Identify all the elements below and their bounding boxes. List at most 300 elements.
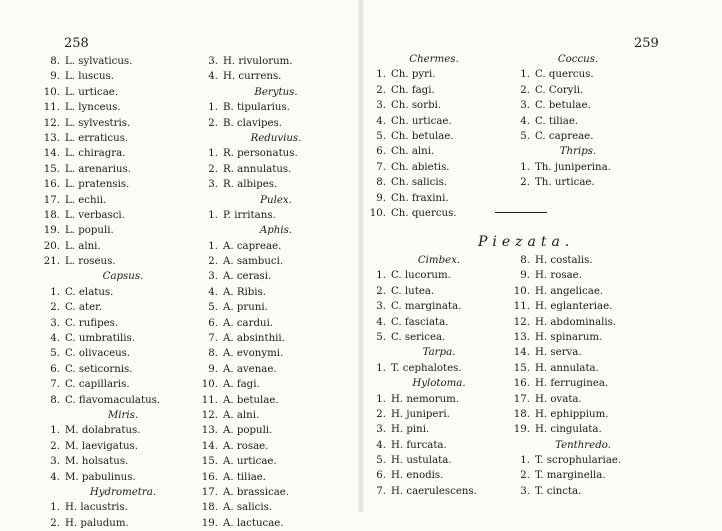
entry-number: 9. — [376, 192, 386, 204]
species-entry — [508, 330, 658, 345]
species-entry — [38, 393, 208, 408]
species-name: T. cincta. — [535, 485, 582, 497]
species-entry — [196, 393, 356, 408]
entry-number: 15. — [513, 362, 530, 374]
species-entry — [508, 422, 658, 437]
entry-number: 19. — [201, 517, 218, 529]
species-name: Ch. fraxini. — [391, 192, 449, 204]
species-entry — [364, 98, 504, 113]
species-name: L. echii. — [65, 194, 107, 206]
species-entry — [364, 175, 504, 190]
species-name: A. evonymi. — [223, 348, 284, 360]
species-name: B. tipularius. — [223, 102, 290, 114]
right-page-column-hylotoma-cont — [508, 253, 658, 499]
species-entry — [364, 129, 504, 144]
entry-number: 4. — [50, 471, 60, 483]
species-entry — [196, 408, 356, 423]
entry-number: 2. — [208, 117, 218, 129]
species-name: H. lacustris. — [65, 502, 128, 514]
entry-number: 3. — [208, 56, 218, 67]
entry-number: 11. — [513, 301, 530, 313]
species-name: Ch. alni. — [391, 146, 435, 158]
entry-number: 18. — [43, 209, 60, 221]
species-entry — [38, 285, 208, 300]
entry-number: 3. — [208, 271, 218, 283]
entry-number: 13. — [513, 331, 530, 343]
entry-number: 12. — [43, 117, 60, 129]
species-entry — [196, 300, 356, 315]
species-name: A. sambuci. — [223, 256, 284, 268]
species-entry — [38, 470, 208, 485]
species-entry — [364, 83, 504, 98]
genus-header: Tarpa. — [422, 347, 456, 359]
species-name: L. arenarius. — [65, 163, 132, 175]
species-entry — [196, 162, 356, 177]
entry-number: 3. — [50, 317, 60, 329]
species-entry — [508, 361, 658, 376]
species-name: H. annulata. — [535, 362, 599, 374]
entry-number: 4. — [208, 71, 218, 83]
piezata-section-title: Piezata. — [478, 234, 575, 250]
entry-number: 1. — [520, 161, 530, 173]
species-name: Ch. sorbi. — [391, 100, 442, 112]
right-page-column-coccus — [508, 52, 648, 191]
species-entry — [364, 299, 514, 314]
entry-number: 2. — [376, 84, 386, 96]
species-entry — [508, 315, 658, 330]
species-entry — [364, 191, 504, 206]
entry-number: 2. — [376, 285, 386, 297]
species-name: A. pruni. — [223, 302, 268, 314]
entry-number: 10. — [513, 285, 530, 297]
right-page-number: 259 — [634, 36, 659, 51]
species-entry — [364, 361, 514, 376]
species-name: L. verbasci. — [65, 209, 125, 221]
entry-number: 17. — [201, 486, 218, 498]
species-name: Th. juniperina. — [535, 161, 611, 173]
entry-number: 11. — [43, 102, 60, 114]
species-name: A. cardui. — [223, 317, 274, 329]
entry-number: 2. — [520, 84, 530, 96]
species-name: L. luscus. — [65, 71, 115, 83]
entry-number: 9. — [520, 270, 530, 282]
species-entry — [38, 177, 208, 192]
entry-number: 2. — [520, 177, 530, 189]
species-entry — [364, 484, 514, 499]
entry-number: 7. — [208, 333, 218, 345]
entry-number: 6. — [208, 317, 218, 329]
species-entry — [38, 223, 208, 238]
species-name: H. rosae. — [535, 270, 582, 282]
right-page-column-cimbex — [364, 253, 514, 499]
entry-number: 2. — [50, 517, 60, 529]
species-name: Ch. betulae. — [391, 130, 454, 142]
species-entry — [364, 268, 514, 283]
species-name: T. scrophulariae. — [535, 455, 622, 467]
species-entry — [508, 484, 658, 499]
species-name: H. eglanteriae. — [535, 301, 613, 313]
species-name: H. costalis. — [535, 255, 593, 266]
entry-number: 13. — [43, 132, 60, 144]
species-name: Ch. pyri. — [391, 69, 436, 81]
entry-number: 1. — [520, 455, 530, 467]
entry-number: 4. — [208, 286, 218, 298]
species-entry — [364, 330, 514, 345]
species-entry — [508, 345, 658, 360]
entry-number: 11. — [201, 394, 218, 406]
species-name: P. irritans. — [223, 209, 276, 221]
species-name: L. chiragra. — [65, 148, 126, 160]
species-name: A. brassicae. — [223, 486, 290, 498]
species-entry — [38, 454, 208, 469]
entry-number: 3. — [50, 456, 60, 468]
species-name: C. Coryli. — [535, 84, 584, 96]
species-entry — [508, 160, 648, 175]
species-entry — [196, 516, 356, 531]
species-entry — [508, 268, 658, 283]
entry-number: 1. — [50, 425, 60, 437]
species-entry — [38, 116, 208, 131]
species-entry — [196, 116, 356, 131]
entry-number: 2. — [208, 163, 218, 175]
species-name: T. cephalotes. — [391, 362, 462, 374]
species-name: C. sericea. — [391, 331, 446, 343]
entry-number: 4. — [376, 115, 386, 127]
entry-number: 2. — [50, 302, 60, 314]
species-entry — [38, 162, 208, 177]
species-entry — [508, 98, 648, 113]
entry-number: 1. — [208, 148, 218, 160]
entry-number: 3. — [376, 100, 386, 112]
species-entry — [196, 439, 356, 454]
species-entry — [196, 362, 356, 377]
entry-number: 5. — [208, 302, 218, 314]
species-name: Ch. urticae. — [391, 115, 452, 127]
entry-number: 15. — [43, 163, 60, 175]
species-entry — [196, 208, 356, 223]
species-entry — [364, 392, 514, 407]
species-name: Th. urticae. — [535, 177, 595, 189]
species-name: H. spinarum. — [535, 331, 603, 343]
species-name: C. seticornis. — [65, 363, 133, 375]
species-entry — [196, 346, 356, 361]
entry-number: 2. — [520, 470, 530, 482]
entry-number: 1. — [50, 502, 60, 514]
species-name: L. populi. — [65, 225, 114, 237]
species-name: C. quercus. — [535, 69, 594, 81]
species-name: H. furcata. — [391, 439, 447, 451]
species-name: B. clavipes. — [223, 117, 283, 129]
species-entry — [508, 407, 658, 422]
entry-number: 13. — [201, 425, 218, 437]
entry-number: 9. — [50, 71, 60, 83]
species-name: A. betulae. — [223, 394, 279, 406]
species-entry — [364, 67, 504, 82]
species-name: L. lynceus. — [65, 102, 121, 114]
species-entry — [196, 500, 356, 515]
species-entry — [508, 83, 648, 98]
species-entry — [38, 254, 208, 269]
species-name: A. populi. — [223, 425, 273, 437]
species-entry — [38, 131, 208, 146]
species-name: C. olivaceus. — [65, 348, 131, 360]
entry-number: 2. — [376, 408, 386, 420]
species-entry — [364, 206, 504, 221]
genus-header: Tenthredo. — [555, 439, 611, 451]
species-name: A. rosae. — [223, 440, 269, 452]
species-entry — [196, 54, 356, 69]
species-name: H. nemorum. — [391, 393, 460, 405]
species-entry — [38, 439, 208, 454]
species-name: C. elatus. — [65, 286, 114, 298]
species-name: A. alni. — [223, 409, 260, 421]
species-name: H. enodis. — [391, 470, 444, 482]
species-entry — [38, 208, 208, 223]
genus-header: Reduvius. — [250, 132, 302, 144]
entry-number: 14. — [43, 148, 60, 160]
species-name: L. sylvaticus. — [65, 56, 133, 67]
right-page-column-chermes — [364, 52, 504, 221]
species-entry — [196, 100, 356, 115]
species-name: H. ustulata. — [391, 455, 452, 467]
species-name: H. ephippium. — [535, 408, 609, 420]
species-entry — [38, 331, 208, 346]
section-divider-rule — [495, 212, 547, 213]
entry-number: 18. — [513, 408, 530, 420]
entry-number: 15. — [201, 456, 218, 468]
genus-header: Capsus. — [102, 271, 144, 283]
genus-header: Chermes. — [409, 54, 459, 65]
entry-number: 8. — [520, 255, 530, 266]
species-name: H. rivulorum. — [223, 56, 293, 67]
species-name: Ch. fagi. — [391, 84, 435, 96]
species-name: L. roseus. — [65, 256, 116, 268]
species-entry — [38, 54, 208, 69]
species-name: A. lactucae. — [223, 517, 284, 529]
entry-number: 19. — [43, 225, 60, 237]
entry-number: 6. — [376, 470, 386, 482]
species-name: H. caerulescens. — [391, 485, 477, 497]
genus-header: Hydrometra. — [89, 486, 157, 498]
species-entry — [196, 285, 356, 300]
species-name: L. urticae. — [65, 86, 119, 98]
species-name: H. angelicae. — [535, 285, 604, 297]
species-entry — [508, 376, 658, 391]
species-name: L. sylvestris. — [65, 117, 131, 129]
species-name: A. capreae. — [223, 240, 282, 252]
species-entry — [38, 500, 208, 515]
species-entry — [38, 300, 208, 315]
species-entry — [196, 316, 356, 331]
species-entry — [508, 453, 658, 468]
entry-number: 7. — [376, 161, 386, 173]
species-entry — [196, 254, 356, 269]
species-entry — [196, 454, 356, 469]
entry-number: 7. — [50, 379, 60, 391]
species-entry — [38, 85, 208, 100]
species-name: T. marginella. — [535, 470, 606, 482]
species-entry — [508, 253, 658, 268]
entry-number: 10. — [43, 86, 60, 98]
species-entry — [364, 468, 514, 483]
species-entry — [364, 453, 514, 468]
species-entry — [38, 316, 208, 331]
entry-number: 9. — [208, 363, 218, 375]
species-name: A. tiliae. — [223, 471, 267, 483]
entry-number: 17. — [43, 194, 60, 206]
entry-number: 1. — [208, 102, 218, 114]
species-entry — [38, 377, 208, 392]
genus-header: Thrips. — [559, 146, 597, 158]
species-name: A. cerasi. — [223, 271, 272, 283]
species-entry — [364, 422, 514, 437]
entry-number: 19. — [513, 424, 530, 436]
entry-number: 4. — [50, 333, 60, 345]
species-name: A. avenae. — [223, 363, 277, 375]
entry-number: 16. — [513, 378, 530, 390]
species-entry — [364, 144, 504, 159]
entry-number: 5. — [50, 348, 60, 360]
species-name: H. pini. — [391, 424, 430, 436]
entry-number: 1. — [50, 286, 60, 298]
species-entry — [364, 315, 514, 330]
species-name: C. fasciata. — [391, 316, 449, 328]
species-name: C. lutea. — [391, 285, 435, 297]
species-entry — [38, 423, 208, 438]
left-page-column-2 — [196, 54, 356, 531]
species-name: H. serva. — [535, 347, 582, 359]
entry-number: 6. — [50, 363, 60, 375]
entry-number: 21. — [43, 256, 60, 268]
species-name: H. cingulata. — [535, 424, 602, 436]
entry-number: 12. — [201, 409, 218, 421]
genus-header: Cimbex. — [417, 255, 461, 266]
genus-header: Coccus. — [557, 54, 599, 65]
left-page-column-1 — [38, 54, 208, 531]
species-entry — [196, 177, 356, 192]
entry-number: 12. — [513, 316, 530, 328]
species-name: L. alni. — [65, 240, 101, 252]
entry-number: 8. — [376, 177, 386, 189]
species-name: C. capillaris. — [65, 379, 130, 391]
species-entry — [196, 377, 356, 392]
species-entry — [196, 331, 356, 346]
entry-number: 5. — [520, 130, 530, 142]
entry-number: 16. — [43, 179, 60, 191]
entry-number: 5. — [376, 130, 386, 142]
species-entry — [364, 407, 514, 422]
genus-header: Miris. — [107, 409, 139, 421]
species-name: A. fagi. — [223, 379, 260, 391]
species-name: L. erraticus. — [65, 132, 129, 144]
species-name: A. salicis. — [223, 502, 273, 514]
entry-number: 8. — [208, 348, 218, 360]
entry-number: 1. — [376, 362, 386, 374]
entry-number: 5. — [376, 331, 386, 343]
entry-number: 16. — [201, 471, 218, 483]
species-name: M. dolabratus. — [65, 425, 141, 437]
entry-number: 2. — [208, 256, 218, 268]
species-entry — [508, 392, 658, 407]
species-name: Ch. abietis. — [391, 161, 450, 173]
species-name: Ch. salicis. — [391, 177, 448, 189]
species-name: M. holsatus. — [65, 456, 129, 468]
species-entry — [196, 485, 356, 500]
species-name: C. betulae. — [535, 100, 591, 112]
species-name: R. albipes. — [223, 179, 278, 191]
species-entry — [508, 468, 658, 483]
genus-header: Pulex. — [260, 194, 292, 206]
species-entry — [508, 284, 658, 299]
species-name: C. tiliae. — [535, 115, 579, 127]
entry-number: 1. — [520, 69, 530, 81]
entry-number: 20. — [43, 240, 60, 252]
entry-number: 18. — [201, 502, 218, 514]
species-entry — [38, 516, 208, 531]
species-entry — [364, 114, 504, 129]
entry-number: 5. — [376, 455, 386, 467]
species-name: A. absinthii. — [223, 333, 285, 345]
species-name: H. ovata. — [535, 393, 582, 405]
species-name: C. umbratilis. — [65, 333, 135, 345]
species-name: R. personatus. — [223, 148, 298, 160]
species-name: M. pabulinus. — [65, 471, 136, 483]
entry-number: 4. — [376, 316, 386, 328]
species-name: H. ferruginea. — [535, 378, 609, 390]
species-name: A. urticae. — [223, 456, 277, 468]
left-page-number: 258 — [64, 36, 89, 51]
species-name: C. rufipes. — [65, 317, 119, 329]
genus-header: Berytus. — [254, 86, 298, 98]
species-entry — [38, 69, 208, 84]
species-entry — [508, 175, 648, 190]
species-entry — [196, 423, 356, 438]
genus-header: Hylotoma. — [412, 378, 466, 390]
species-entry — [508, 129, 648, 144]
species-entry — [196, 239, 356, 254]
species-name: H. currens. — [223, 71, 282, 83]
species-entry — [508, 114, 648, 129]
species-entry — [196, 146, 356, 161]
entry-number: 10. — [369, 207, 386, 219]
species-entry — [38, 346, 208, 361]
species-name: Ch. quercus. — [391, 207, 457, 219]
entry-number: 3. — [208, 179, 218, 191]
species-name: L. pratensis. — [65, 179, 130, 191]
species-name: R. annulatus. — [223, 163, 292, 175]
entry-number: 1. — [208, 209, 218, 221]
species-name: H. paludum. — [65, 517, 129, 529]
entry-number: 1. — [376, 270, 386, 282]
species-name: C. ater. — [65, 302, 103, 314]
entry-number: 1. — [376, 69, 386, 81]
entry-number: 17. — [513, 393, 530, 405]
species-entry — [508, 67, 648, 82]
species-name: C. lucorum. — [391, 270, 451, 282]
entry-number: 1. — [376, 393, 386, 405]
species-entry — [38, 146, 208, 161]
species-name: H. juniperi. — [391, 408, 450, 420]
entry-number: 4. — [520, 115, 530, 127]
entry-number: 14. — [513, 347, 530, 359]
species-entry — [364, 284, 514, 299]
entry-number: 8. — [50, 56, 60, 67]
entry-number: 10. — [201, 379, 218, 391]
species-name: C. marginata. — [391, 301, 462, 313]
species-entry — [38, 193, 208, 208]
species-entry — [508, 299, 658, 314]
species-entry — [38, 239, 208, 254]
